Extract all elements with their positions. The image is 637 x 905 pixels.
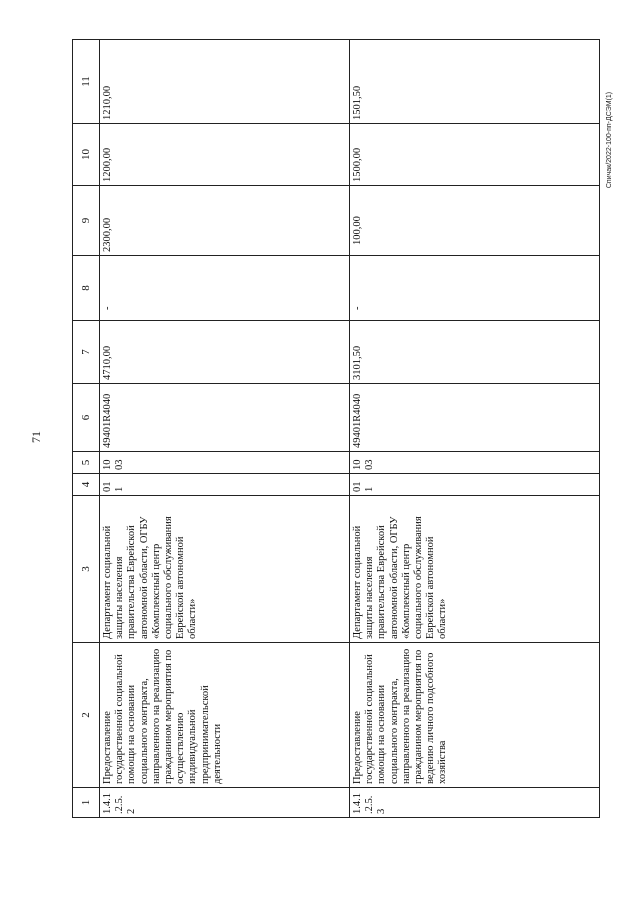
row-code: 1.4.1.2.5.2	[100, 788, 350, 818]
col9-value: 2300,00	[100, 186, 350, 256]
target-article: 49401R4040	[100, 384, 350, 452]
executor: Департамент социальной защиты населения правительства Еврейской автономной области, ОГБУ «Комплексный центр социального обслуживания Еврейской автономной области»	[350, 496, 600, 643]
target-article: 49401R4040	[350, 384, 600, 452]
grbs-code: 011	[100, 474, 350, 496]
budget-table	[72, 39, 600, 818]
grbs-code: 011	[350, 474, 600, 496]
header-cell: 6	[73, 384, 100, 452]
header-cell: 8	[73, 256, 100, 321]
col9-value: 100,00	[350, 186, 600, 256]
budget-table-rotated	[72, 40, 590, 818]
header-cell: 2	[73, 643, 100, 788]
col10-value: 1500,00	[350, 124, 600, 186]
header-cell: 1	[73, 788, 100, 818]
header-cell: 9	[73, 186, 100, 256]
total-amount: 4710,00	[100, 321, 350, 384]
budget-table-container	[72, 40, 590, 818]
table-row	[100, 40, 350, 818]
header-cell: 3	[73, 496, 100, 643]
header-cell: 7	[73, 321, 100, 384]
measure-description: Предоставление государственной социальной помощи на основании социального контракта, направленного на реализацию гражданином мероприятия по ведению личного подсобного хозяйства	[350, 643, 600, 788]
col8-value: -	[100, 256, 350, 321]
section-code: 1003	[100, 452, 350, 474]
col8-value: -	[350, 256, 600, 321]
measure-description: Предоставление государственной социальной помощи на основании социального контракта, направленного на реализацию гражданином мероприятия по осуществлению индивидуальной предпринимательской деятельности	[100, 643, 350, 788]
col11-value: 1501,50	[350, 40, 600, 124]
col11-value: 1210,00	[100, 40, 350, 124]
header-row	[73, 40, 100, 818]
total-amount: 3101,50	[350, 321, 600, 384]
page-number: 71	[29, 431, 43, 443]
header-cell: 11	[73, 40, 100, 124]
section-code: 1003	[350, 452, 600, 474]
document-code: Спичак/2022-100-пп-ДСЭМ(1)	[606, 91, 613, 189]
header-cell: 10	[73, 124, 100, 186]
col10-value: 1200,00	[100, 124, 350, 186]
header-cell: 4	[73, 474, 100, 496]
header-cell: 5	[73, 452, 100, 474]
row-code: 1.4.1.2.5.3	[350, 788, 600, 818]
executor: Департамент социальной защиты населения правительства Еврейской автономной области, ОГБУ «Комплексный центр социального обслуживания Еврейской автономной области»	[100, 496, 350, 643]
table-row	[350, 40, 600, 818]
